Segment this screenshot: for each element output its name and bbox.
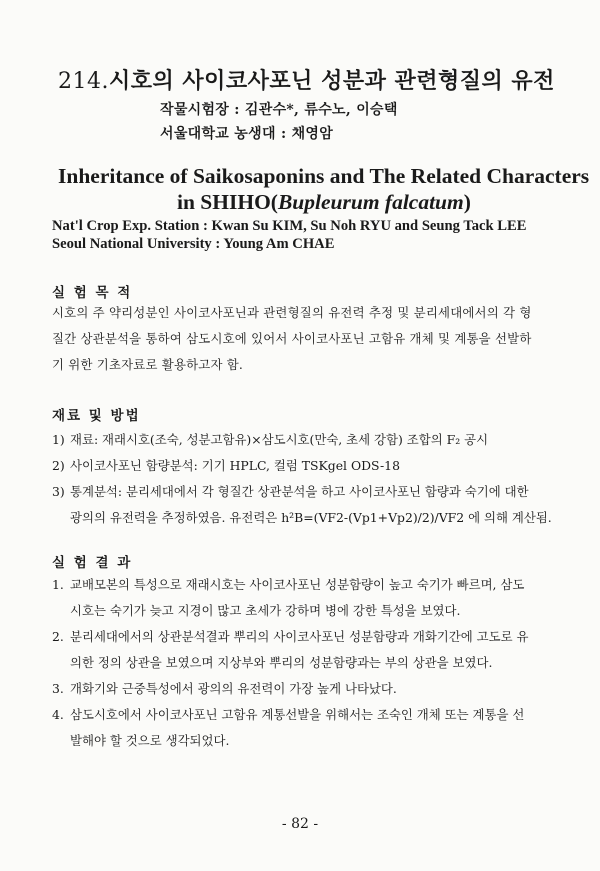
item-line: 삼도시호에서 사이코사포닌 고함유 계통선발을 위해서는 조숙인 개체 또는 계통을 선: [70, 707, 525, 722]
item-number: 1): [52, 432, 65, 447]
section-heading-methods: 재료 및 방법: [52, 408, 141, 424]
title-english-prefix: in SHIHO(: [177, 190, 278, 214]
item-number: 4.: [52, 707, 64, 722]
purpose-line: 기 위한 기초자료로 활용하고자 함.: [52, 357, 244, 372]
section-heading-results: 실 험 결 과: [52, 555, 133, 571]
item-line: 재료: 재래시호(조숙, 성분고함유)×삼도시호(만숙, 초세 강함) 조합의 F₂ 공시: [70, 432, 489, 447]
item-number: 3): [52, 484, 65, 499]
title-number: 214.: [58, 69, 109, 94]
title-english-suffix: ): [463, 190, 471, 214]
purpose-line: 시호의 주 약리성분인 사이코사포닌과 관련형질의 유전력 추정 및 분리세대에서의 각 형: [52, 305, 532, 320]
item-line: 교배모본의 특성으로 재래시호는 사이코사포닌 성분함량이 높고 숙기가 빠르며, 삼도: [70, 577, 525, 592]
authors-korean-line2: 서울대학교 농생대 : 채영암: [160, 126, 334, 142]
authors-english-line1: Nat'l Crop Exp. Station : Kwan Su KIM, Su Noh RYU and Seung Tack LEE: [52, 218, 527, 234]
authors-english-line2: Seoul National University : Young Am CHAE: [52, 236, 335, 252]
page-number: - 82 -: [281, 816, 319, 832]
title-english-species: Bupleurum falcatum: [277, 190, 464, 214]
item-number: 3.: [52, 681, 64, 696]
item-line: 개화기와 근중특성에서 광의의 유전력이 가장 높게 나타났다.: [70, 681, 397, 696]
item-line: 발해야 할 것으로 생각되었다.: [70, 733, 230, 748]
title-english-line1: Inheritance of Saikosaponins and The Related Characters: [58, 164, 590, 188]
item-line: 분리세대에서의 상관분석결과 뿌리의 사이코사포닌 성분함량과 개화기간에 고도로 유: [70, 629, 529, 644]
purpose-line: 질간 상관분석을 통하여 삼도시호에 있어서 사이코사포닌 고함유 개체 및 계통을 선발하: [52, 331, 532, 346]
item-line: 광의의 유전력을 추정하였음. 유전력은 h²B=(VF2-(Vp1+Vp2)/2)/VF2 에 의해 계산됨.: [70, 510, 552, 525]
section-heading-purpose: 실 험 목 적: [52, 285, 133, 301]
title-korean: [58, 64, 555, 95]
item-line: 의한 정의 상관을 보였으며 지상부와 뿌리의 성분함량과는 부의 상관을 보였다.: [70, 655, 493, 670]
authors-korean-line1: 작물시험장 : 김관수*, 류수노, 이승택: [160, 102, 398, 118]
title-korean-text: 시호의 사이코사포닌 성분과 관련형질의 유전: [108, 68, 555, 94]
purpose-paragraph: [52, 300, 552, 378]
item-line: 통계분석: 분리세대에서 각 형질간 상관분석을 하고 사이코사포닌 함량과 숙기에 대한: [70, 484, 529, 499]
title-english-line2: [177, 190, 471, 215]
item-line: 시호는 숙기가 늦고 지경이 많고 초세가 강하며 병에 강한 특성을 보였다.: [70, 603, 461, 618]
item-number: 2): [52, 458, 65, 473]
item-number: 1.: [52, 577, 64, 592]
item-number: 2.: [52, 629, 64, 644]
item-line: 사이코사포닌 함량분석: 기기 HPLC, 컬럼 TSKgel ODS-18: [70, 458, 400, 473]
